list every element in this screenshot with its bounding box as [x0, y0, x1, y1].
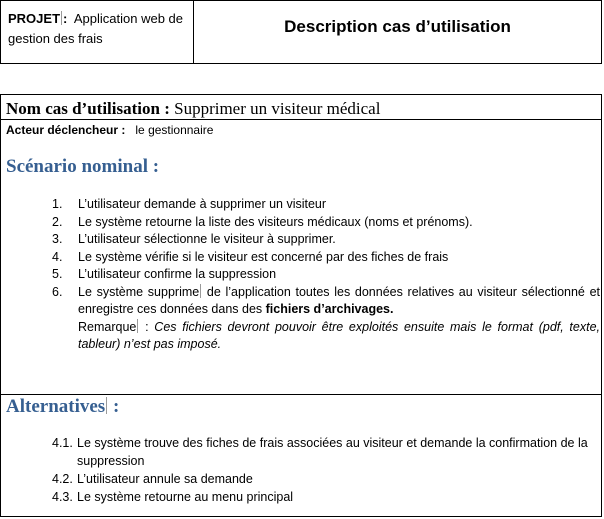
actor-line — [6, 123, 213, 137]
alternative-item-4-1 — [52, 434, 600, 470]
header-table — [0, 0, 602, 64]
step-number: 5. — [52, 267, 63, 281]
alternative-number: 4.2. — [52, 472, 73, 486]
scenario-steps — [52, 196, 600, 354]
project-text — [8, 9, 193, 49]
divider-alternatives — [1, 394, 601, 395]
project-label: PROJET — [8, 11, 61, 26]
step-text: Le système supprime — [78, 284, 200, 299]
step-text: Le système vérifie si le visiteur est concerné par des fiches de frais — [78, 249, 449, 264]
alternatives-title — [6, 396, 119, 418]
text-cursor — [61, 11, 62, 25]
alternative-number: 4.3. — [52, 490, 73, 504]
scenario-step-3 — [52, 231, 600, 249]
step-text: Le système retourne la liste des visiteurs médicaux (noms et prénoms). — [78, 214, 473, 229]
scenario-title: Scénario nominal : — [6, 156, 160, 177]
step-number: 6. — [52, 284, 63, 299]
project-cell — [1, 1, 194, 63]
step-number: 4. — [52, 249, 63, 264]
use-case-name — [6, 99, 380, 119]
remark-text: Ces fichiers devront pouvoir être exploités ensuite mais le format (pdf, texte, tableur) n’est pas imposé. — [78, 319, 601, 351]
scenario-step-6 — [52, 284, 600, 319]
scenario-step-4 — [52, 249, 600, 267]
actor-label: Acteur déclencheur : — [6, 123, 126, 137]
project-name: Application web de gestion des frais — [8, 11, 184, 46]
project-sep: : — [63, 11, 68, 26]
divider-name — [1, 119, 601, 120]
scenario-remark — [52, 319, 600, 354]
step-text: L’utilisateur sélectionne le visiteur à supprimer. — [78, 232, 336, 246]
actor-value: le gestionnaire — [135, 123, 214, 137]
alternatives-title-text: Alternatives — [6, 396, 106, 417]
use-case-name-label: Nom cas d’utilisation : — [6, 99, 170, 118]
step-number: 2. — [52, 214, 63, 229]
alternatives-title-suffix: : — [108, 396, 120, 417]
remark-sep: : — [139, 319, 149, 334]
step-text: L’utilisateur demande à supprimer un visiteur — [78, 197, 327, 211]
alternative-text: L’utilisateur annule sa demande — [77, 472, 253, 486]
step-number: 1. — [52, 197, 63, 211]
step-number: 3. — [52, 232, 63, 246]
alternatives-list — [52, 434, 600, 506]
alternative-item-4-3 — [52, 488, 600, 506]
title-cell — [194, 1, 601, 63]
step-text: L’utilisateur confirme la suppression — [78, 267, 277, 281]
alternative-number: 4.1. — [52, 436, 73, 450]
step-text-bold: fichiers d’archivages. — [265, 302, 394, 316]
scenario-step-5 — [52, 266, 600, 284]
scenario-step-1 — [52, 196, 600, 214]
alternative-item-4-2 — [52, 470, 600, 488]
remark-label: Remarque — [78, 319, 137, 334]
document-title: Description cas d’utilisation — [284, 17, 511, 36]
alternative-text: Le système trouve des fiches de frais associées au visiteur et demande la confirmation de la suppression — [77, 436, 588, 468]
step-text-cont: de l’application toutes les données relatives au visiteur sélectionné et enregistre ces données dans des — [78, 284, 600, 316]
alternative-text: Le système retourne au menu principal — [77, 490, 294, 504]
use-case-name-value: Supprimer un visiteur médical — [174, 99, 381, 118]
scenario-step-2 — [52, 214, 600, 232]
